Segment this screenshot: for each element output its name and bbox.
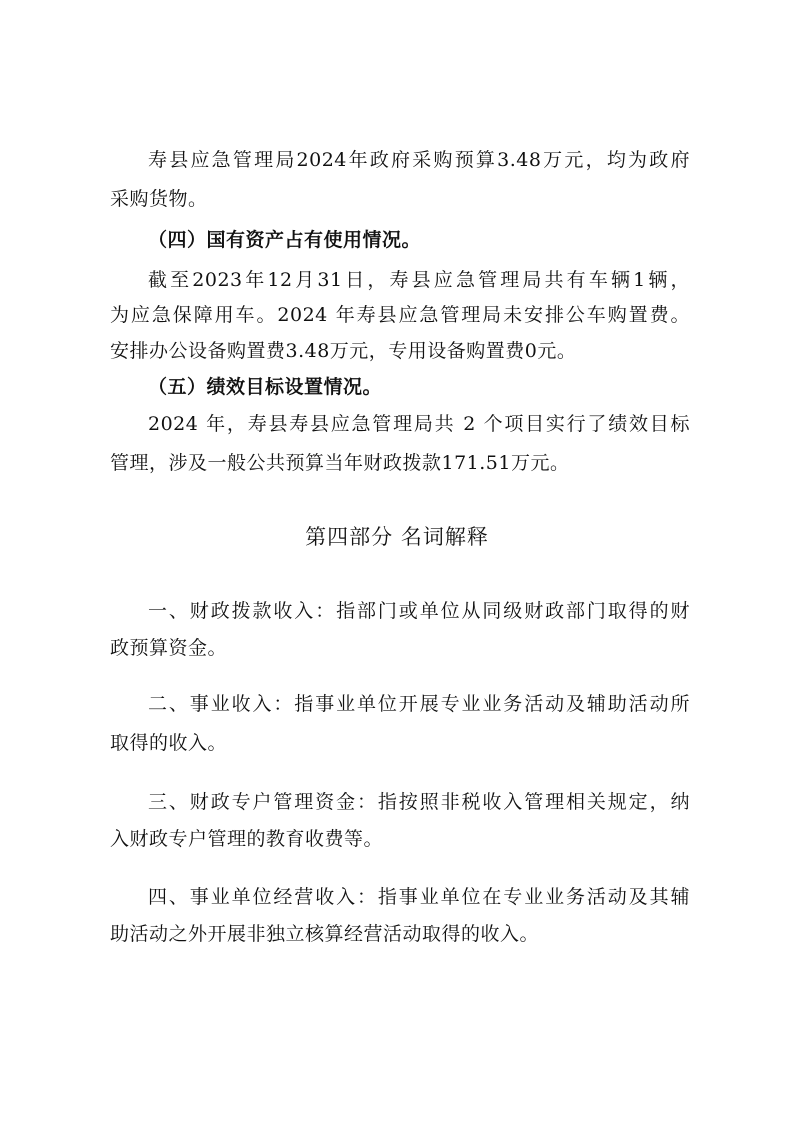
- performance-heading: （五）绩效目标设置情况。: [148, 376, 383, 398]
- term-financial-allocation-line-1: 一、财政拨款收入：指部门或单位从同级财政部门取得的财: [148, 600, 690, 622]
- term-operating-income-line-1: 四、事业单位经营收入：指事业单位在专业业务活动及其辅: [148, 886, 690, 908]
- term-business-income-line-2: 取得的收入。: [110, 732, 228, 754]
- assets-text-line-2: 为应急保障用车。2024 年寿县应急管理局未安排公车购置费。: [110, 304, 690, 326]
- term-special-account-line-1: 三、财政专户管理资金：指按照非税收入管理相关规定，纳: [148, 791, 690, 813]
- term-financial-allocation-line-2: 政预算资金。: [110, 637, 228, 659]
- assets-text-line-3: 安排办公设备购置费3.48万元，专用设备购置费0元。: [110, 340, 577, 362]
- performance-text-line-2: 管理，涉及一般公共预算当年财政拨款171.51万元。: [110, 452, 570, 474]
- assets-heading: （四）国有资产占有使用情况。: [148, 229, 422, 251]
- performance-text-line-1: 2024 年，寿县寿县应急管理局共 2 个项目实行了绩效目标: [148, 413, 690, 435]
- procurement-text-line-2: 采购货物。: [110, 188, 208, 210]
- section-title: 第四部分 名词解释: [305, 525, 489, 549]
- term-operating-income-line-2: 助活动之外开展非独立核算经营活动取得的收入。: [110, 923, 540, 945]
- assets-text-line-1: 截至2023年12月31日，寿县应急管理局共有车辆1辆，: [148, 269, 690, 291]
- procurement-text-line-1: 寿县应急管理局2024年政府采购预算3.48万元，均为政府: [148, 149, 690, 171]
- term-special-account-line-2: 入财政专户管理的教育收费等。: [110, 828, 384, 850]
- term-business-income-line-1: 二、事业收入：指事业单位开展专业业务活动及辅助活动所: [148, 693, 690, 715]
